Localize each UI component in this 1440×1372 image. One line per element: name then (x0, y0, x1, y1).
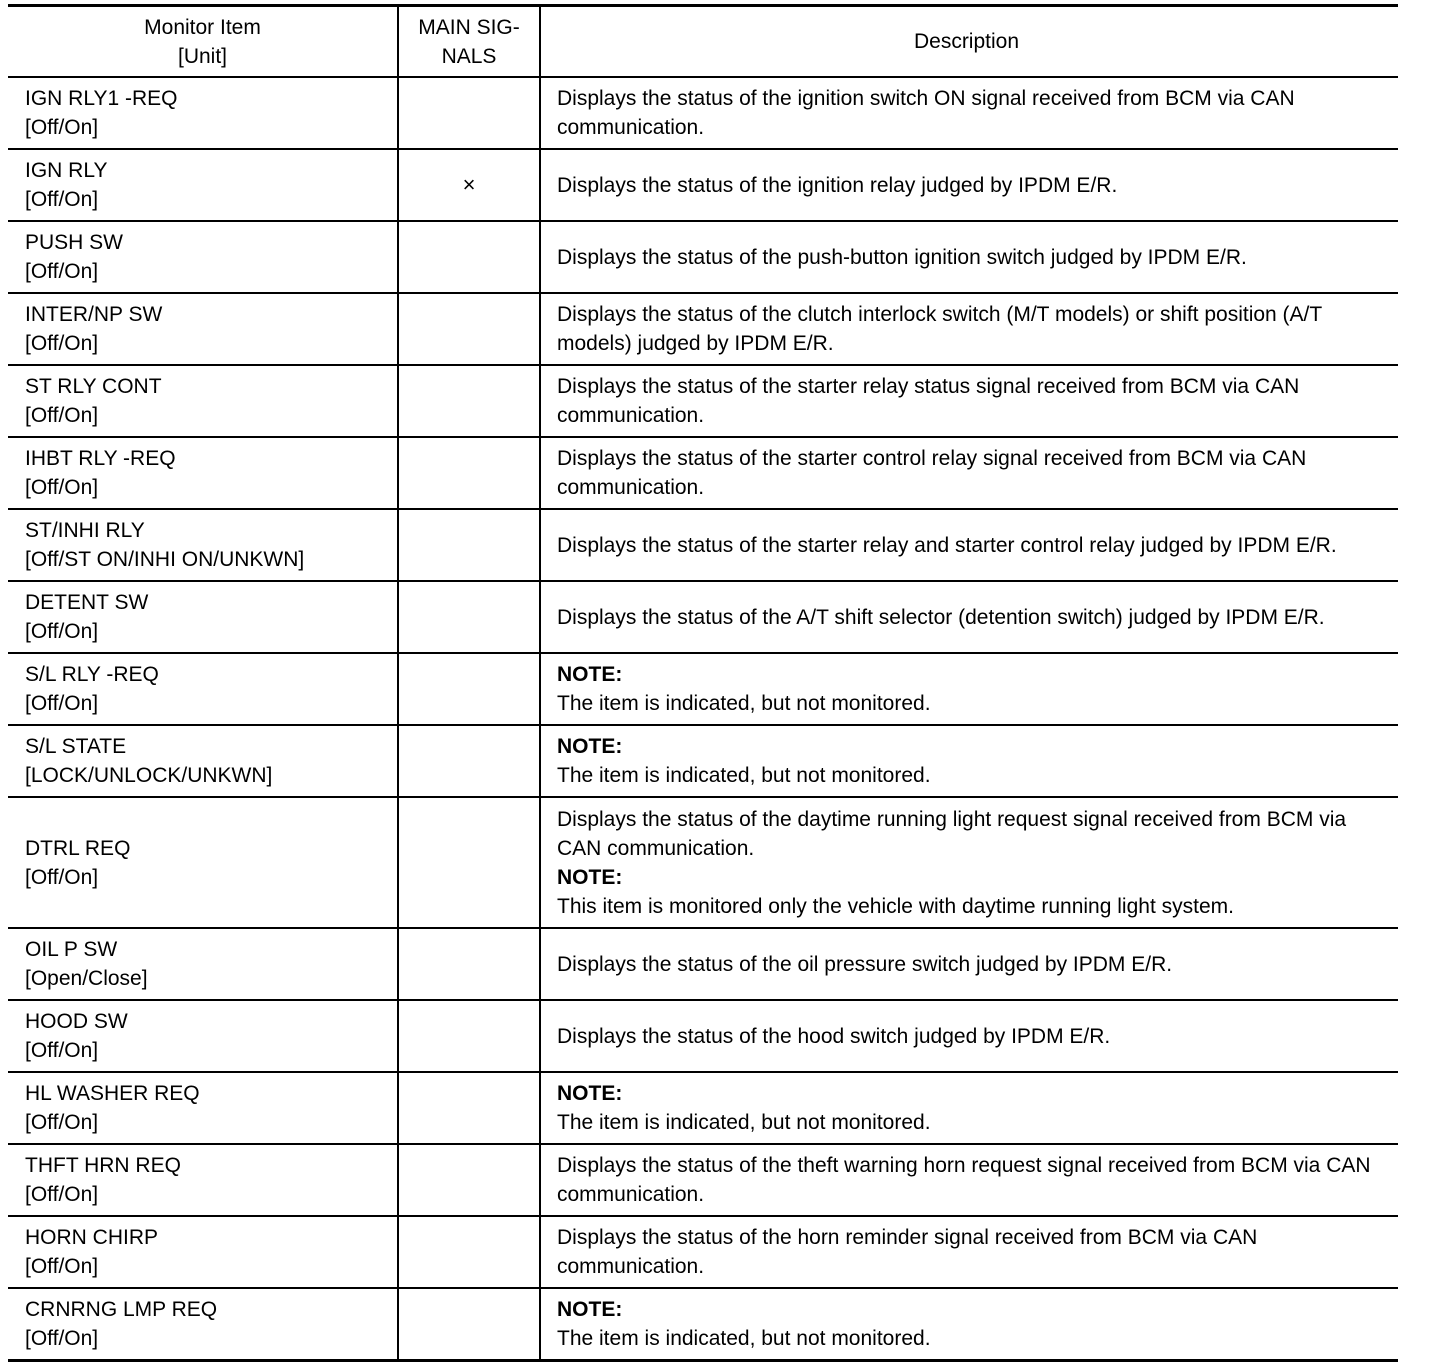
main-signals-cell (398, 725, 540, 797)
table-row (8, 509, 1398, 581)
description-cell (540, 365, 1398, 437)
monitor-item-cell (8, 928, 398, 1000)
main-signals-cell (398, 509, 540, 581)
main-signals-cell (398, 1000, 540, 1072)
table-row (8, 581, 1398, 653)
main-signals-cell (398, 653, 540, 725)
note-text: The item is indicated, but not monitored. (557, 1111, 931, 1134)
table-row (8, 437, 1398, 509)
monitor-item-unit: [Off/On] (25, 188, 99, 211)
description-text: Displays the status of the hood switch judged by IPDM E/R. (557, 1024, 1111, 1048)
description-text: Displays the status of the oil pressure switch judged by IPDM E/R. (557, 952, 1173, 976)
header-description: Description (540, 6, 1398, 78)
monitor-item-unit: [Off/On] (25, 1039, 99, 1062)
monitor-item-unit: [Off/On] (25, 1255, 99, 1278)
description-text: Displays the status of the starter control relay signal received from BCM via CAN communication. (557, 447, 1307, 499)
monitor-item-cell (8, 653, 398, 725)
monitor-item-name: HL WASHER REQ (25, 1082, 200, 1105)
monitor-item-table-container (8, 4, 1398, 1362)
monitor-item-unit: [Off/On] (25, 116, 99, 139)
monitor-item-cell (8, 509, 398, 581)
monitor-item-cell (8, 1000, 398, 1072)
header-main-signals: MAIN SIG- NALS (398, 6, 540, 78)
description-text: Displays the status of the starter relay and starter control relay judged by IPDM E/R. (557, 533, 1337, 557)
main-signals-cell (398, 1288, 540, 1361)
table-row (8, 725, 1398, 797)
monitor-item-name: PUSH SW (25, 231, 124, 254)
monitor-item-name: INTER/NP SW (25, 303, 163, 326)
description-text: Displays the status of the theft warning horn request signal received from BCM via CAN communication. (557, 1154, 1371, 1206)
note-text: The item is indicated, but not monitored. (557, 1327, 931, 1350)
table-row (8, 1288, 1398, 1361)
monitor-item-cell (8, 1216, 398, 1288)
monitor-item-name: HOOD SW (25, 1010, 128, 1033)
description-cell (540, 509, 1398, 581)
description-cell (540, 437, 1398, 509)
main-signals-cell (398, 149, 540, 221)
monitor-item-unit: [Off/On] (25, 692, 99, 715)
table-body (8, 77, 1398, 1361)
description-cell (540, 797, 1398, 928)
main-signals-cell (398, 581, 540, 653)
monitor-item-name: IGN RLY1 -REQ (25, 87, 178, 110)
description-text: Displays the status of the push-button ignition switch judged by IPDM E/R. (557, 245, 1247, 269)
monitor-item-cell (8, 1288, 398, 1361)
monitor-item-name: S/L STATE (25, 735, 127, 758)
monitor-item-cell (8, 1072, 398, 1144)
table-row (8, 1072, 1398, 1144)
main-signals-cell (398, 797, 540, 928)
monitor-item-unit: [Off/On] (25, 1183, 99, 1206)
monitor-item-unit: [Off/On] (25, 332, 99, 355)
note-text: This item is monitored only the vehicle with daytime running light system. (557, 894, 1234, 918)
main-signals-cell (398, 1144, 540, 1216)
monitor-item-unit: [Off/On] (25, 1111, 99, 1134)
monitor-item-name: IGN RLY (25, 159, 108, 182)
header-monitor-item: Monitor Item [Unit] (8, 6, 398, 78)
monitor-item-table (8, 4, 1398, 1362)
table-row (8, 293, 1398, 365)
note-text: The item is indicated, but not monitored. (557, 692, 931, 715)
monitor-item-unit: [Off/On] (25, 476, 99, 499)
description-text: Displays the status of the starter relay status signal received from BCM via CAN communication. (557, 375, 1300, 427)
monitor-item-name: HORN CHIRP (25, 1226, 159, 1249)
table-row (8, 1216, 1398, 1288)
description-cell (540, 581, 1398, 653)
monitor-item-name: S/L RLY -REQ (25, 663, 159, 686)
monitor-item-cell (8, 581, 398, 653)
main-signals-cell (398, 437, 540, 509)
monitor-item-name: OIL P SW (25, 938, 118, 961)
description-cell (540, 293, 1398, 365)
note-label: NOTE: (557, 663, 623, 686)
table-header-row (8, 6, 1398, 78)
monitor-item-name: IHBT RLY -REQ (25, 447, 176, 470)
monitor-item-cell (8, 1144, 398, 1216)
description-text: Displays the status of the daytime running light request signal received from BCM via CAN communication. (557, 807, 1347, 860)
note-label: NOTE: (557, 1082, 623, 1105)
main-signals-cell (398, 221, 540, 293)
description-text: Displays the status of the ignition relay judged by IPDM E/R. (557, 173, 1118, 197)
table-row (8, 77, 1398, 149)
table-row (8, 1144, 1398, 1216)
description-cell (540, 1288, 1398, 1361)
monitor-item-cell (8, 725, 398, 797)
description-cell (540, 928, 1398, 1000)
monitor-item-cell (8, 221, 398, 293)
monitor-item-cell (8, 77, 398, 149)
description-text: Displays the status of the A/T shift selector (detention switch) judged by IPDM E/R. (557, 605, 1325, 629)
note-label: NOTE: (557, 1298, 623, 1321)
monitor-item-name: CRNRNG LMP REQ (25, 1298, 218, 1321)
monitor-item-unit: [Off/ST ON/INHI ON/UNKWN] (25, 548, 305, 571)
table-row (8, 365, 1398, 437)
monitor-item-name: ST/INHI RLY (25, 519, 145, 542)
monitor-item-unit: [LOCK/UNLOCK/UNKWN] (25, 764, 273, 787)
monitor-item-unit: [Off/On] (25, 1327, 99, 1350)
main-signals-cell (398, 365, 540, 437)
description-cell (540, 725, 1398, 797)
monitor-item-cell (8, 797, 398, 928)
description-cell (540, 149, 1398, 221)
monitor-item-name: THFT HRN REQ (25, 1154, 181, 1177)
note-label: NOTE: (557, 865, 623, 889)
monitor-item-unit: [Off/On] (25, 404, 99, 427)
note-text: The item is indicated, but not monitored. (557, 764, 931, 787)
description-text: Displays the status of the clutch interlock switch (M/T models) or shift position (A/T models) judged by IPDM E/R. (557, 303, 1322, 355)
monitor-item-unit: [Off/On] (25, 865, 99, 889)
monitor-item-name: DETENT SW (25, 591, 149, 614)
monitor-item-cell (8, 293, 398, 365)
description-cell (540, 77, 1398, 149)
description-text: Displays the status of the ignition switch ON signal received from BCM via CAN communication. (557, 87, 1295, 139)
monitor-item-name: ST RLY CONT (25, 375, 162, 398)
table-row (8, 1000, 1398, 1072)
monitor-item-cell (8, 365, 398, 437)
main-signals-cell (398, 1216, 540, 1288)
main-signals-cell (398, 293, 540, 365)
main-signals-cell (398, 77, 540, 149)
description-cell (540, 1144, 1398, 1216)
description-cell (540, 1000, 1398, 1072)
table-row (8, 221, 1398, 293)
description-cell (540, 653, 1398, 725)
table-row (8, 653, 1398, 725)
monitor-item-unit: [Off/On] (25, 260, 99, 283)
monitor-item-cell (8, 149, 398, 221)
main-signals-cell (398, 1072, 540, 1144)
note-label: NOTE: (557, 735, 623, 758)
monitor-item-name: DTRL REQ (25, 836, 131, 860)
description-cell (540, 1216, 1398, 1288)
main-signal-mark: × (462, 172, 476, 197)
description-text: Displays the status of the horn reminder signal received from BCM via CAN communication. (557, 1226, 1258, 1278)
table-row (8, 797, 1398, 928)
main-signals-cell (398, 928, 540, 1000)
description-cell (540, 221, 1398, 293)
monitor-item-cell (8, 437, 398, 509)
table-row (8, 928, 1398, 1000)
monitor-item-unit: [Off/On] (25, 620, 99, 643)
monitor-item-unit: [Open/Close] (25, 967, 148, 990)
description-cell (540, 1072, 1398, 1144)
table-row (8, 149, 1398, 221)
